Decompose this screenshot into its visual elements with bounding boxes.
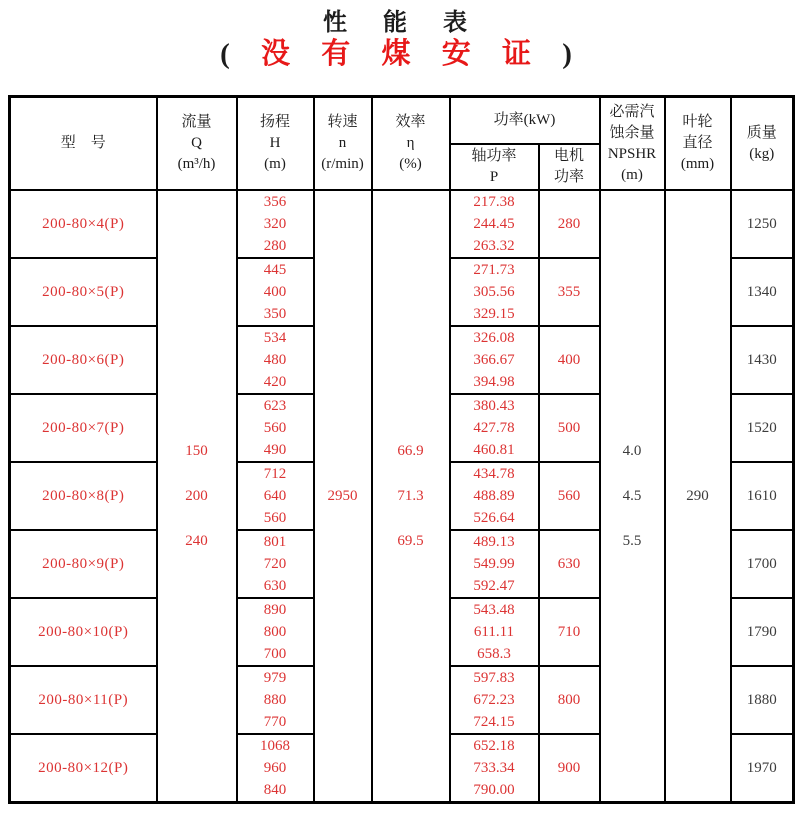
motor-power-value: 900 — [557, 759, 581, 776]
shaft-power-value: 263.32 — [473, 238, 515, 254]
efficiency-value: 71.3 — [397, 487, 424, 504]
motor-power-cell — [539, 598, 600, 666]
head-cell — [237, 462, 314, 530]
shaft-power-value: 549.99 — [473, 556, 515, 572]
motor-power-cell — [539, 462, 600, 530]
shaft-power-value: 724.15 — [473, 714, 515, 730]
model-label: 200-80×4(P) — [42, 215, 125, 232]
head-cell — [237, 598, 314, 666]
subtitle-close-paren: ) — [562, 38, 580, 70]
shaft-power-value: 427.78 — [473, 420, 515, 436]
shaft-power-value: 543.48 — [473, 602, 515, 618]
header-npshr-unit: (m) — [621, 166, 643, 183]
mass-value: 1790 — [746, 623, 777, 640]
shaft-power-value: 733.34 — [473, 760, 515, 776]
head-value: 712 — [263, 466, 287, 482]
shaft-power-value: 394.98 — [473, 374, 515, 390]
head-value: 880 — [263, 692, 287, 708]
npshr-merged-cell — [600, 190, 665, 803]
shaft-power-cell — [450, 394, 539, 462]
flow-value: 240 — [185, 532, 208, 549]
mass-value: 1430 — [746, 351, 777, 368]
header-flow — [157, 97, 237, 191]
motor-power-value: 560 — [557, 487, 581, 504]
shaft-power-value: 652.18 — [473, 738, 515, 754]
header-mass-unit: (kg) — [749, 145, 775, 162]
shaft-power-cell — [450, 258, 539, 326]
model-cell — [10, 326, 157, 394]
shaft-power-value: 305.56 — [473, 284, 515, 300]
head-value: 356 — [263, 194, 287, 210]
head-cell — [237, 734, 314, 803]
shaft-power-value: 672.23 — [473, 692, 515, 708]
shaft-power-cell — [450, 530, 539, 598]
header-speed-cn: 转速 — [327, 114, 358, 130]
speed-value: 2950 — [327, 487, 358, 504]
motor-power-cell — [539, 530, 600, 598]
head-value: 770 — [263, 714, 287, 730]
header-model — [10, 97, 157, 191]
header-shaft-power-symbol: P — [489, 169, 499, 185]
motor-power-cell — [539, 258, 600, 326]
mass-cell — [731, 258, 794, 326]
head-value: 534 — [263, 330, 287, 346]
header-model-label: 型 号 — [60, 135, 106, 151]
page-title: 性 能 表 — [323, 10, 477, 36]
model-cell — [10, 462, 157, 530]
header-speed — [314, 97, 372, 191]
shaft-power-value: 329.15 — [473, 306, 515, 322]
header-head — [237, 97, 314, 191]
head-cell — [237, 190, 314, 258]
model-label: 200-80×9(P) — [42, 555, 125, 572]
header-impeller-cn1: 叶轮 — [682, 114, 713, 130]
npshr-value: 4.5 — [622, 487, 642, 504]
header-shaft-power — [450, 144, 539, 190]
shaft-power-value: 460.81 — [473, 442, 515, 458]
shaft-power-value: 658.3 — [477, 646, 511, 662]
mass-value: 1700 — [746, 555, 777, 572]
header-efficiency-cn: 效率 — [395, 114, 426, 130]
shaft-power-value: 489.13 — [473, 534, 515, 550]
efficiency-value: 69.5 — [397, 532, 424, 549]
speed-merged-cell — [314, 190, 372, 803]
head-value: 890 — [263, 602, 287, 618]
subtitle-text: 没 有 煤 安 证 — [260, 38, 539, 70]
head-cell — [237, 666, 314, 734]
shaft-power-cell — [450, 190, 539, 258]
header-power-group-label: 功率(kW) — [493, 112, 556, 128]
header-head-cn: 扬程 — [259, 114, 290, 130]
model-label: 200-80×6(P) — [42, 351, 125, 368]
header-flow-unit: (m³/h) — [177, 156, 216, 172]
header-impeller-cn2: 直径 — [682, 135, 713, 151]
head-value: 630 — [263, 578, 287, 594]
performance-table — [8, 95, 795, 804]
shaft-power-cell — [450, 326, 539, 394]
head-value: 560 — [263, 420, 287, 436]
motor-power-cell — [539, 190, 600, 258]
mass-cell — [731, 598, 794, 666]
mass-cell — [731, 190, 794, 258]
shaft-power-cell — [450, 598, 539, 666]
header-efficiency — [372, 97, 450, 191]
flow-merged-cell — [157, 190, 237, 803]
motor-power-cell — [539, 394, 600, 462]
head-value: 640 — [263, 488, 287, 504]
shaft-power-value: 434.78 — [473, 466, 515, 482]
header-mass-cn: 质量 — [746, 124, 777, 141]
motor-power-cell — [539, 734, 600, 803]
shaft-power-cell — [450, 666, 539, 734]
efficiency-value: 66.9 — [397, 442, 424, 459]
head-value: 720 — [263, 556, 287, 572]
head-value: 350 — [263, 306, 287, 322]
head-value: 800 — [263, 624, 287, 640]
motor-power-value: 400 — [557, 351, 581, 368]
head-value: 700 — [263, 646, 287, 662]
head-value: 623 — [263, 398, 287, 414]
motor-power-value: 280 — [557, 215, 581, 232]
header-power-group — [450, 97, 600, 145]
npshr-value: 4.0 — [622, 442, 642, 459]
head-cell — [237, 394, 314, 462]
model-label: 200-80×5(P) — [42, 283, 125, 300]
model-label: 200-80×7(P) — [42, 419, 125, 436]
header-mass — [731, 97, 794, 191]
mass-value: 1250 — [746, 215, 777, 232]
model-label: 200-80×8(P) — [42, 487, 125, 504]
header-impeller — [665, 97, 731, 191]
mass-cell — [731, 530, 794, 598]
mass-value: 1340 — [746, 283, 777, 300]
head-value: 420 — [263, 374, 287, 390]
head-value: 801 — [263, 534, 287, 550]
shaft-power-value: 592.47 — [473, 578, 515, 594]
shaft-power-value: 217.38 — [473, 194, 515, 210]
header-flow-cn: 流量 — [181, 114, 212, 130]
motor-power-value: 800 — [557, 691, 581, 708]
flow-value: 150 — [185, 442, 208, 459]
motor-power-value: 355 — [557, 283, 581, 300]
shaft-power-value: 526.64 — [473, 510, 515, 526]
page-subtitle — [0, 31, 800, 72]
head-cell — [237, 530, 314, 598]
model-cell — [10, 598, 157, 666]
head-value: 280 — [263, 238, 287, 254]
header-npshr-symbol: NPSHR — [607, 145, 657, 162]
mass-value: 1520 — [746, 419, 777, 436]
shaft-power-value: 380.43 — [473, 398, 515, 414]
model-cell — [10, 666, 157, 734]
efficiency-merged-cell — [372, 190, 450, 803]
head-value: 320 — [263, 216, 287, 232]
model-cell — [10, 258, 157, 326]
header-impeller-unit: (mm) — [680, 156, 715, 172]
head-value: 560 — [263, 510, 287, 526]
model-cell — [10, 394, 157, 462]
header-motor-power — [539, 144, 600, 190]
header-head-symbol: H — [269, 135, 281, 151]
motor-power-value: 500 — [557, 419, 581, 436]
motor-power-value: 630 — [557, 555, 581, 572]
mass-cell — [731, 462, 794, 530]
header-efficiency-symbol: η — [406, 135, 415, 151]
mass-cell — [731, 734, 794, 803]
shaft-power-value: 597.83 — [473, 670, 515, 686]
mass-cell — [731, 394, 794, 462]
header-speed-symbol: n — [338, 135, 347, 151]
model-cell — [10, 190, 157, 258]
head-value: 445 — [263, 262, 287, 278]
mass-value: 1880 — [746, 691, 777, 708]
impeller-merged-cell — [665, 190, 731, 803]
impeller-value: 290 — [686, 487, 709, 504]
motor-power-cell — [539, 326, 600, 394]
table-header — [10, 97, 794, 191]
shaft-power-value: 790.00 — [473, 782, 515, 798]
shaft-power-cell — [450, 734, 539, 803]
subtitle-open-paren: ( — [220, 38, 238, 70]
header-npshr-cn2: 蚀余量 — [609, 124, 655, 141]
model-label: 200-80×11(P) — [38, 691, 129, 708]
table-body — [10, 190, 794, 803]
mass-cell — [731, 666, 794, 734]
model-label: 200-80×10(P) — [38, 623, 129, 640]
mass-value: 1610 — [746, 487, 777, 504]
model-label: 200-80×12(P) — [38, 759, 129, 776]
head-value: 979 — [263, 670, 287, 686]
head-value: 480 — [263, 352, 287, 368]
header-motor-power-cn1: 电机 — [553, 148, 584, 164]
header-efficiency-unit: (%) — [399, 156, 422, 172]
shaft-power-value: 488.89 — [473, 488, 515, 504]
shaft-power-value: 611.11 — [473, 624, 515, 640]
header-head-unit: (m) — [264, 156, 286, 172]
header-npshr — [600, 97, 665, 191]
head-value: 840 — [263, 782, 287, 798]
motor-power-cell — [539, 666, 600, 734]
shaft-power-value: 271.73 — [473, 262, 515, 278]
shaft-power-value: 244.45 — [473, 216, 515, 232]
flow-value: 200 — [185, 487, 208, 504]
header-npshr-cn1: 必需汽 — [609, 103, 655, 120]
npshr-value: 5.5 — [622, 532, 642, 549]
model-cell — [10, 734, 157, 803]
header-flow-symbol: Q — [191, 135, 202, 151]
head-value: 960 — [263, 760, 287, 776]
head-cell — [237, 258, 314, 326]
mass-cell — [731, 326, 794, 394]
head-cell — [237, 326, 314, 394]
header-speed-unit: (r/min) — [321, 156, 364, 172]
shaft-power-value: 366.67 — [473, 352, 515, 368]
model-cell — [10, 530, 157, 598]
shaft-power-value: 326.08 — [473, 330, 515, 346]
header-shaft-power-cn: 轴功率 — [471, 148, 517, 164]
shaft-power-cell — [450, 462, 539, 530]
head-value: 400 — [263, 284, 287, 300]
table-row — [10, 190, 794, 258]
header-motor-power-cn2: 功率 — [553, 169, 584, 185]
head-value: 1068 — [260, 738, 290, 754]
mass-value: 1970 — [746, 759, 777, 776]
motor-power-value: 710 — [557, 623, 581, 640]
head-value: 490 — [263, 442, 287, 458]
